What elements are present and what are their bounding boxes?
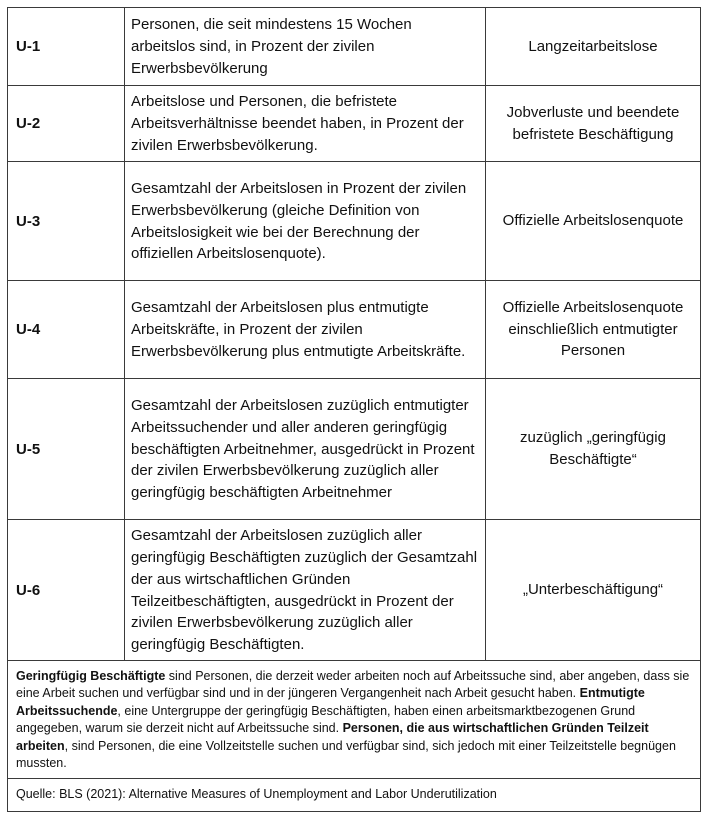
measure-label: Jobverluste und beendete befristete Beschäftigung: [486, 86, 701, 162]
measure-label: „Unterbeschäftigung“: [486, 520, 701, 661]
definitions-note: [7, 661, 701, 779]
table-row: [8, 8, 701, 86]
measure-definition: Arbeitslose und Personen, die befristete Arbeitsverhältnisse beendet haben, in Prozent der zivilen Erwerbsbevölkerung.: [125, 86, 486, 162]
measure-code: U-6: [8, 520, 125, 661]
measure-code: U-1: [8, 8, 125, 86]
measure-definition: Gesamtzahl der Arbeitslosen zuzüglich aller geringfügig Beschäftigten zuzüglich der Gesamtzahl der aus wirtschaftlichen Gründen Teilzeitbeschäftigten, ausgedrückt in Prozent der zivilen Erwerbsbevölkerung zuzüglich aller geringfügig Beschäftigten.: [125, 520, 486, 661]
note-term: Entmutigte Arbeitssuchende: [16, 686, 645, 718]
measure-label: zuzüglich „geringfügig Beschäftigte“: [486, 379, 701, 520]
note-text: sind Personen, die derzeit weder arbeiten noch auf Arbeitssuche sind, aber angeben, dass sie eine Arbeit suchen und verfügbar sind und in der jüngeren Vergangenheit nach Arbeit gesucht haben.: [16, 669, 690, 701]
table-row: [8, 86, 701, 162]
measures-table-container: [7, 7, 701, 812]
table-row: [8, 520, 701, 661]
note-text: , sind Personen, die eine Vollzeitstelle suchen und verfügbar sind, sich jedoch mit einer Teilzeitstelle begnügen mussten.: [16, 738, 676, 771]
measure-code: U-4: [8, 281, 125, 379]
unemployment-measures-table: [7, 7, 701, 661]
measure-code: U-3: [8, 162, 125, 281]
measure-definition: Gesamtzahl der Arbeitslosen zuzüglich entmutigter Arbeitssuchender und aller anderen geringfügig beschäftigten Arbeitnehmer, ausgedrückt in Prozent der zivilen Erwerbsbevölkerung zuzüglich aller geringfügig beschäftigten Arbeitnehmer: [125, 379, 486, 520]
measure-code: U-2: [8, 86, 125, 162]
measure-definition: Gesamtzahl der Arbeitslosen plus entmutigte Arbeitskräfte, in Prozent der zivilen Erwerbsbevölkerung plus entmutigte Arbeitskräfte.: [125, 281, 486, 379]
measure-definition: Personen, die seit mindestens 15 Wochen arbeitslos sind, in Prozent der zivilen Erwerbsbevölkerung: [125, 8, 486, 86]
note-term: Personen, die aus wirtschaftlichen Gründen Teilzeit arbeiten: [16, 721, 649, 753]
measure-definition: Gesamtzahl der Arbeitslosen in Prozent der zivilen Erwerbsbevölkerung (gleiche Definition von Arbeitslosigkeit wie bei der Berechnung der offiziellen Arbeitslosenquote).: [125, 162, 486, 281]
note-term: Geringfügig Beschäftigte: [16, 669, 166, 683]
measure-label: Offizielle Arbeitslosenquote: [486, 162, 701, 281]
measure-label: Offizielle Arbeitslosenquote einschließlich entmutigter Personen: [486, 281, 701, 379]
measure-label: Langzeitarbeitslose: [486, 8, 701, 86]
measure-code: U-5: [8, 379, 125, 520]
note-text: , eine Untergruppe der geringfügig Beschäftigten, haben einen arbeitsmarktbezogenen Grund angegeben, warum sie derzeit nicht auf Arbeitssuche sind.: [16, 703, 636, 736]
source-citation: Quelle: BLS (2021): Alternative Measures of Unemployment and Labor Underutilization: [7, 779, 701, 812]
table-row: [8, 162, 701, 281]
table-row: [8, 379, 701, 520]
table-row: [8, 281, 701, 379]
